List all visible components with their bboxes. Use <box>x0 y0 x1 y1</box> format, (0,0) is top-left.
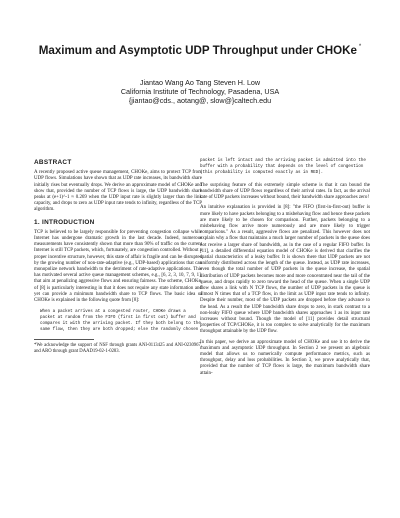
choke-quote-end: packet is left intact and the arriving packet is admitted into the buffer with a probability that depends on the level of congestion (this probability is computed exactly as in RED). <box>200 159 366 175</box>
abstract-text: A recently proposed active queue management, CHOKe, aims to protect TCP from UDP flows. Simulations have shown that as UDP rate increases, its bandwidth share initially rises but eventually drops. We derive an approximate model of CHOKe and show that, provided the number of TCP flows is large, the UDP bandwidth share peaks at (e+1)^-1 ≈ 0.269 when the UDP input rate is slightly larger than the link capacity, and drops to zero as UDP input rate tends to infinity, regardless of the TCP algorithm. <box>34 170 202 213</box>
title-text: Maximum and Asymptotic UDP Throughput under CHOKe <box>38 44 357 57</box>
author-block <box>0 78 400 106</box>
title-footnote-mark: * <box>358 44 362 50</box>
author-emails: {jiantao@cds., aotang@, slow@}caltech.edu <box>128 96 272 106</box>
author-affiliation: California Institute of Technology, Pasadena, USA <box>120 87 280 97</box>
funding-footnote: *We acknowledge the support of NSF through grants ANI-0113425 and ANI-0230967, and ARO through grant DAAD19-02-1-0283. <box>34 342 202 354</box>
right-column <box>200 159 370 381</box>
paper-title <box>0 44 400 57</box>
introduction-text: TCP is believed to be largely responsible for preventing congestion collapse while Internet has undergone dramatic growth in the last decade. Indeed, numerous measurements have consistently shown that more than 90% of traffic on the current Internet is still TCP packets, which, fortunately, are congestion controlled. Without a proper incentive structure, however, this state of affair is fragile and can be disrupted by the growing number of non-rate-adaptive (e.g., UDP-based) applications that can monopolize network bandwidth to the detriment of rate-adaptive applications. This has motivated several active queue management schemes, e.g., [6, 2, 3, 10, 7, 9, 1], that aim at penalizing aggressive flows and ensuring fairness. The scheme, CHOKe, of [8] is particularly interesting in that it does not require any state information and yet can provide a minimum bandwidth share to TCP flows. The basic idea of CHOKe is explained in the following quote from [8]: <box>34 229 202 304</box>
choke-quote-start: When a packet arrives at a congested router, CHOKe draws a packet at random from the FIFO (first in first out) buffer and compares it with the arriving packet. If they both belong to the same flow, then they are both dropped; else the randomly chosen <box>40 310 201 332</box>
abstract-heading: ABSTRACT <box>34 159 72 166</box>
author-names: Jiantao Wang Ao Tang Steven H. Low <box>139 78 261 87</box>
footnote-rule <box>34 339 94 340</box>
right-paragraph-3: In this paper, we derive an approximate model of CHOKe and use it to derive the maximum and asymptotic UDP throughput. In Section 2 we present an algebraic model that allows us to numerically compute performance metrics, such as throughput, delay and loss probabilities. In Section 3, we prove analytically that, provided that the number of TCP flows is large, the maximum bandwidth share attain- <box>200 339 370 376</box>
introduction-heading: 1. INTRODUCTION <box>34 218 95 226</box>
left-column <box>34 160 202 354</box>
right-paragraph-1: The surprising feature of this extremely simple scheme is that it can bound the bandwidth share of UDP flows regardless of their arrival rates. In fact, as the arrival rate of UDP packets increases without bound, their bandwidth share approaches zero! <box>200 182 370 201</box>
right-paragraph-2: An intuitive explanation is provided in [8]: "the FIFO (first-in-first-out) buffer is more likely to have packets belonging to a misbehaving flow and hence these packets are more likely to be chosen for comparison. Further, packets belonging to a misbehaving flow arrive more numerously and are more likely to trigger comparisons." As a result, aggressive flows are penalized. This however does not explain why a flow that maintains a much larger number of packets in the queue does not receive a larger share of bandwidth, as in the case of a regular FIFO buffer. In [11], a detailed differential equation model of CHOKe is derived that clarifies the spatial characteristics of a leaky buffer. It is shown there that UDP packets are not uniformly distributed across the length of the queue. Instead, as UDP rate increases, even though the total number of UDP packets in the queue increase, the spatial distribution of UDP packets becomes more and more concentrated near the tail of the queue, and drops rapidly to zero toward the head of the queue. When a single UDP flow shares a link with N TCP flows, the number of UDP packets in the queue is almost N times that of a TCP flow, in the limit as UDP input rate tends to infinity. Despite their number, most of the UDP packets are dropped before they advance to the head. As a result the UDP bandwidth share drops to zero, in stark contrast to a non-leaky FIFO queue where UDP bandwidth shares approaches 1 as its input rate increases without bound. Though the model of [11] provides detail structural properties of TCP/CHOKe, it is too complex to solve analytically for the maximum throughput attainable by the UDP flow. <box>200 205 370 335</box>
